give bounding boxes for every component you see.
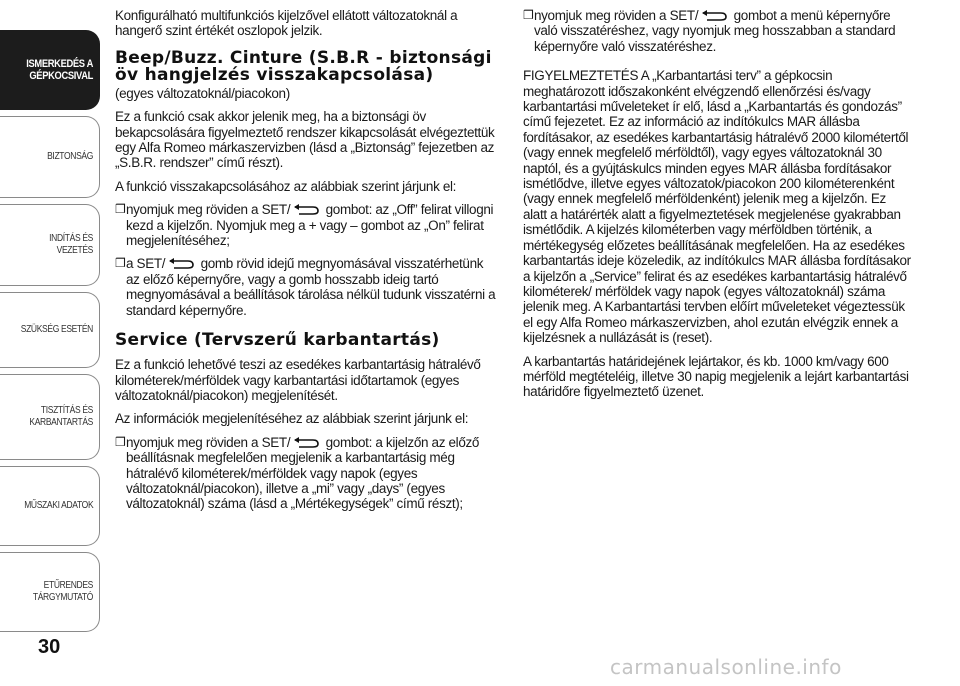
paragraph: Ez a funkció lehetővé teszi az esedékes karbantartásig hátralévő kilométerek/mérföldek vagy karbantartási időtartamok (egyes változatoknál/piacokon) megjelenítését. [115, 357, 481, 403]
tab-label: ETŰRENDES TÁRGYMUTATÓ [32, 580, 93, 603]
tab-label: SZÜKSÉG ESETÉN [20, 324, 93, 335]
paragraph: A karbantartás határidejének lejártakor, és kb. 1000 km/vagy 600 mérföld megtételéig, illetve 30 napig megjelenik a lejárt karbantartási határidőre figyelmeztető üzenet. [523, 353, 909, 400]
tab-label: BIZTONSÁG [47, 151, 93, 162]
tab-inditas[interactable] [0, 204, 100, 286]
list-item [115, 435, 500, 512]
tab-muszaki[interactable] [0, 466, 100, 546]
tab-ismerkedes[interactable] [0, 30, 100, 110]
tab-tisztitas[interactable] [0, 374, 100, 460]
return-arrow-icon [291, 436, 321, 448]
tab-label: INDÍTÁS ÉS VEZETÉS [49, 233, 93, 256]
list-text: gombot a menü képernyőre való visszatéréshez, vagy nyomjuk meg hosszabban a standard képernyőre való visszatéréshez. [534, 8, 896, 54]
list-text: nyomjuk meg röviden a SET/ [126, 202, 291, 218]
paragraph: A funkció visszakapcsolásához az alábbiak szerint járjunk el: [115, 178, 457, 194]
list-text: nyomjuk meg röviden a SET/ [534, 8, 699, 23]
bullet-box-icon: ❒ [523, 8, 534, 22]
tab-biztonsag[interactable] [0, 116, 100, 198]
paragraph: Az információk megjelenítéséhez az alábbiak szerint járjunk el: [115, 411, 469, 427]
return-arrow-icon [699, 9, 729, 21]
list-item [115, 256, 500, 318]
bullet-box-icon: ❒ [115, 434, 126, 449]
chapter-sidebar [0, 0, 102, 686]
paragraph: Ez a funkció csak akkor jelenik meg, ha a biztonsági öv bekapcsolására figyelmeztető rendszer kikapcsolását elvégeztettük egy Alfa Romeo márkaszervizben (lásd a „Biztonság” fejezetben az „S.B.R. rendszer” című részt). [115, 109, 495, 171]
list-text: gomb rövid idejű megnyomásával visszatérhetünk az előző képernyőre, vagy a gomb hosszabb ideig tartó megnyomásával a beállítások tárolása nélkül tudunk visszatérni a standard képernyőre. [126, 256, 496, 318]
intro-paragraph: Konfigurálható multifunkciós kijelzővel ellátott változatoknál a hangerő szint értékét oszlopok jelzik. [115, 8, 458, 39]
tab-szukseg[interactable] [0, 292, 100, 368]
list-item [523, 8, 913, 54]
left-column [115, 8, 500, 520]
page-number: 30 [38, 636, 61, 658]
right-column [523, 8, 913, 408]
list-text: gombot: a kijelzőn az előző beállításnak megfelelően megjelenik a karbantartásig még hátralévő kilométerek/mérföldek vagy napok (egyes változatoknál/piacokon), illetve a „mi” vagy „days” (egyes változatoknál) száma (lásd a „Mértékegységek” című részt); [126, 434, 480, 512]
list-text: nyomjuk meg röviden a SET/ [126, 434, 291, 450]
list-text: gombot: az „Off” felirat villogni kezd a kijelzőn. Nyomjuk meg a + vagy – gombot az „On” felirat megjelenítéséhez; [126, 202, 494, 249]
tab-label: TISZTÍTÁS ÉS KARBANTARTÁS [29, 405, 93, 428]
tab-label: MŰSZAKI ADATOK [23, 500, 93, 511]
tab-targymutato[interactable] [0, 552, 100, 632]
section-heading-service: Service (Tervszerű karbantartás) [115, 330, 440, 351]
list-text: a SET/ [126, 256, 166, 272]
return-arrow-icon [291, 203, 321, 215]
list-item [115, 202, 500, 248]
watermark: carmanualsonline.info [610, 655, 842, 679]
bullet-box-icon: ❒ [115, 256, 126, 271]
warning-paragraph: FIGYELMEZTETÉS A „Karbantartási terv” a gépkocsin meghatározott időszakonként elvégzendő ellenőrzési és/vagy karbantartási műveleteket ír elő, lásd a „Karbantartás és gondozás” című fejezetet. Ez az információ az indítókulcs MAR állásba fordításakor, az esedékes karbantartásig hátralévő 2000 kilométertől (vagy ennek megfelelő mérföldtől), vagy egyes változatoknál 30 naptól, és a gyújtáskulcs minden egyes MAR állásba fordításakor ismétlődve, illetve egyes változatok/piacokon 200 kilométerenként (vagy ennek megfelelő mérföldenként) jelenik meg a kijelzőn. Ez alatt a határérték alatt a figyelmeztetések megjelenése gyakrabban ismétlődik. A kijelzés kilométerben vagy mérföldben történik, a mértékegység előzetes beállításának megfelelően. Ha az esedékes karbantartás ideje közeledik, az indítókulcs MAR állásba fordításakor a kijelzőn a „Service” felirat és az esedékes karbantartásig hátralévő kilométerek/ mérföldek vagy napok (egyes változatoknál) száma jelenik meg. A Karbantartási tervben előírt műveleteket végeztessük el egy Alfa Romeo márkaszervizben, ahol ezután elvégzik ennek a kijelzésnek a nullázását is (reset). [523, 68, 911, 346]
section-heading-sbr: Beep/Buzz. Cinture (S.B.R - biztonsági öv hangjelzés visszakapcsolása) [115, 47, 492, 85]
bullet-box-icon: ❒ [115, 202, 126, 217]
return-arrow-icon [166, 257, 196, 269]
tab-label: ISMERKEDÉS A GÉPKOCSIVAL [26, 58, 93, 82]
section-note: (egyes változatoknál/piacokon) [115, 85, 290, 101]
